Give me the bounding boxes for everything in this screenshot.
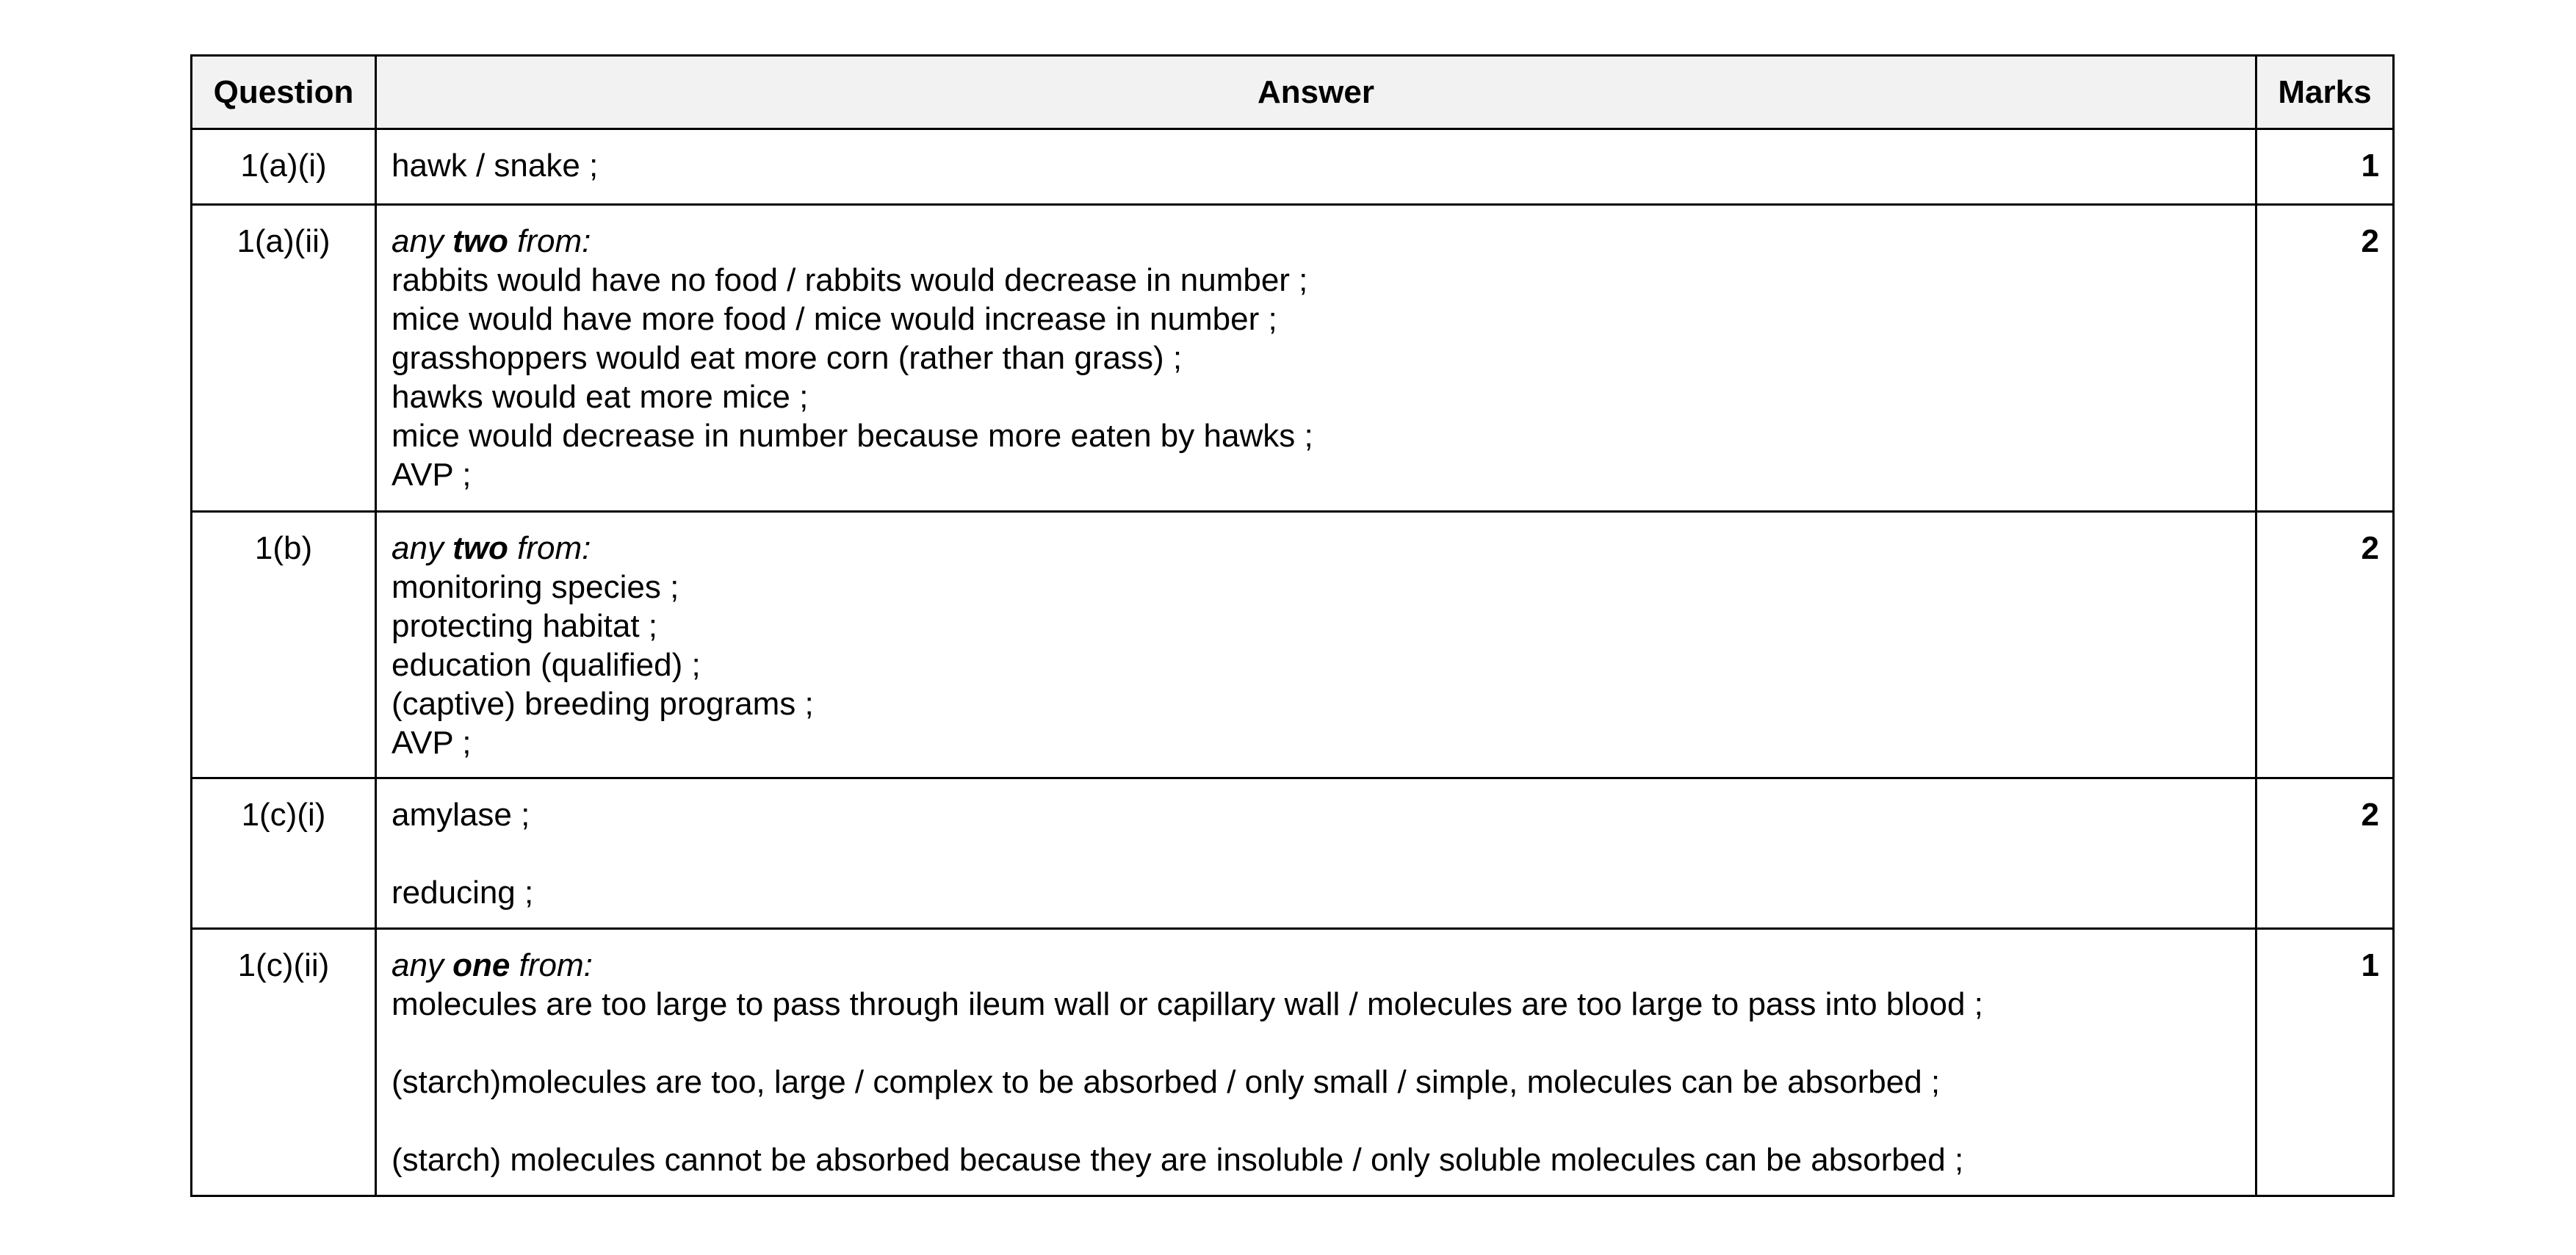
answer-line: AVP ; [392, 725, 472, 761]
intro-bold: two [452, 223, 508, 259]
question-number: 1(a)(i) [192, 129, 376, 205]
answer-cell [376, 205, 2256, 512]
answer-line: mice would decrease in number because more eaten by hawks ; [392, 418, 1313, 454]
intro-pre: any [392, 530, 453, 566]
header-answer: Answer [376, 56, 2256, 129]
question-number: 1(b) [192, 512, 376, 778]
answer-intro [392, 529, 2240, 568]
answer-line: (starch)molecules are too, large / complex to be absorbed / only small / simple, molecules can be absorbed ; [392, 1064, 1941, 1100]
line-gap [392, 1102, 2240, 1140]
answer-line: molecules are too large to pass through ileum wall or capillary wall / molecules are too large to pass into blood ; [392, 986, 1983, 1022]
answer-cell [376, 129, 2256, 205]
intro-post: from: [510, 947, 593, 983]
answer-line: rabbits would have no food / rabbits would decrease in number ; [392, 262, 1308, 298]
answer-cell [376, 512, 2256, 778]
intro-bold: two [452, 530, 508, 566]
table-row [192, 929, 2394, 1196]
answer-line: education (qualified) ; [392, 647, 701, 683]
answer-line: hawks would eat more mice ; [392, 379, 809, 415]
answer-line: monitoring species ; [392, 569, 679, 605]
intro-pre: any [392, 223, 453, 259]
table-row [192, 205, 2394, 512]
table-row [192, 512, 2394, 778]
line-gap [392, 834, 2240, 873]
marks-value: 1 [2256, 129, 2394, 205]
line-gap [392, 1024, 2240, 1063]
intro-pre: any [392, 947, 453, 983]
answer-line: AVP ; [392, 457, 472, 493]
answer-line: amylase ; [392, 797, 530, 833]
question-number: 1(a)(ii) [192, 205, 376, 512]
marks-value: 2 [2256, 778, 2394, 929]
answer-line: mice would have more food / mice would increase in number ; [392, 301, 1277, 337]
answer-cell [376, 929, 2256, 1196]
header-marks: Marks [2256, 56, 2394, 129]
answer-line: hawk / snake ; [392, 148, 599, 184]
intro-post: from: [508, 223, 591, 259]
answer-line: reducing ; [392, 875, 534, 911]
answer-intro [392, 222, 2240, 261]
answer-line: grasshoppers would eat more corn (rather than grass) ; [392, 340, 1183, 376]
intro-bold: one [452, 947, 510, 983]
answer-line: (captive) breeding programs ; [392, 686, 814, 722]
question-number: 1(c)(i) [192, 778, 376, 929]
header-row [192, 56, 2394, 129]
table-row [192, 778, 2394, 929]
intro-post: from: [508, 530, 591, 566]
mark-scheme-table [190, 54, 2395, 1197]
header-question: Question [192, 56, 376, 129]
marks-value: 2 [2256, 512, 2394, 778]
question-number: 1(c)(ii) [192, 929, 376, 1196]
table-row [192, 129, 2394, 205]
marks-value: 1 [2256, 929, 2394, 1196]
answer-line: protecting habitat ; [392, 608, 658, 644]
marks-value: 2 [2256, 205, 2394, 512]
answer-intro [392, 946, 2240, 985]
answer-line: (starch) molecules cannot be absorbed because they are insoluble / only soluble molecules can be absorbed ; [392, 1142, 1964, 1178]
answer-cell [376, 778, 2256, 929]
